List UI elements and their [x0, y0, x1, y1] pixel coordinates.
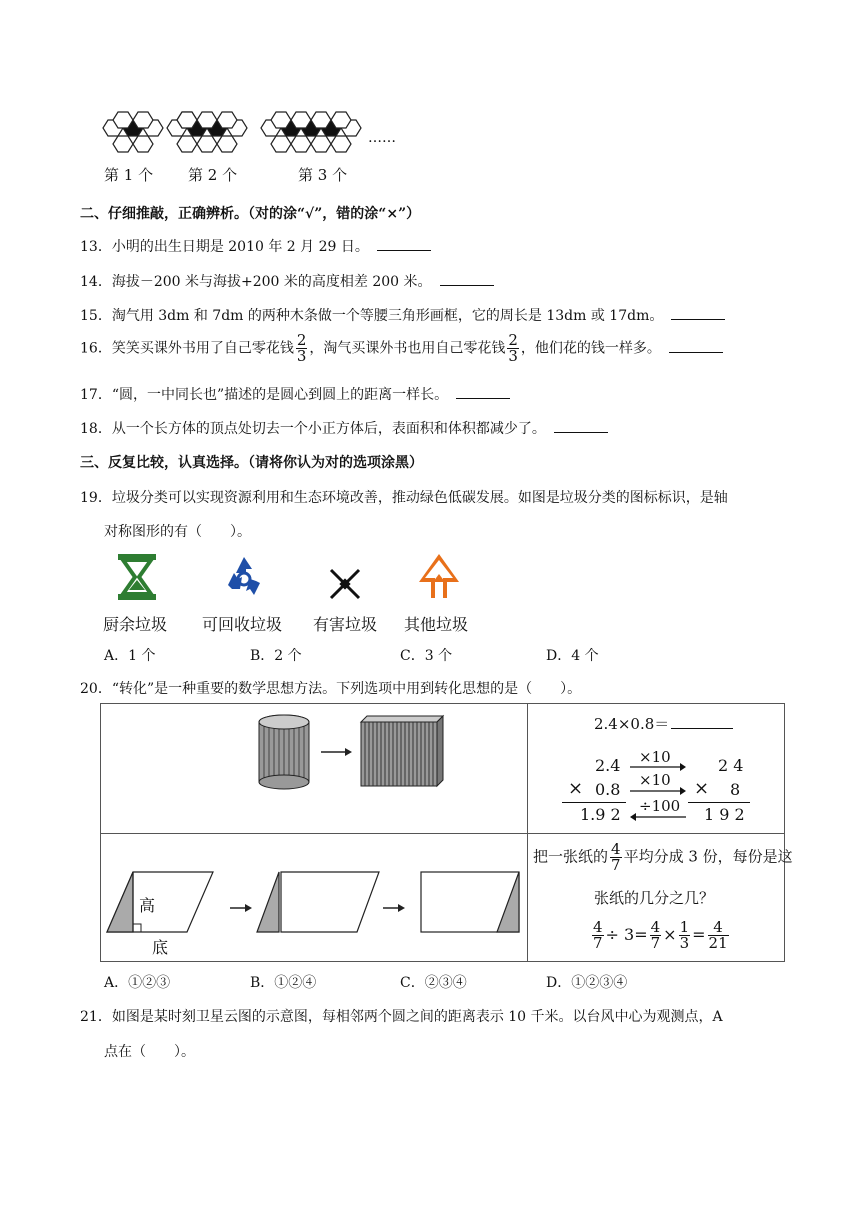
q19-option-b[interactable]: B．2 个 [250, 648, 302, 664]
fraction [650, 920, 662, 951]
question-16-text-a: 16．笑笑买课外书用了自己零花钱 [80, 340, 294, 357]
fraction-numerator: 4 [650, 918, 661, 936]
parallelogram-to-rectangle-figure [105, 870, 525, 940]
bin-label-recycle: 可回收垃圾 [202, 615, 283, 634]
fraction-numerator: 2 [508, 331, 518, 349]
question-14 [80, 271, 494, 291]
paper-question-line2: 张纸的几分之几？ [594, 889, 715, 907]
q19-option-c[interactable]: C．3 个 [400, 648, 453, 664]
q20-option-b[interactable]: B．①②④ [250, 975, 317, 991]
answer-blank-14[interactable] [440, 273, 494, 286]
question-17-text: 17．“圆，一中同长也”描述的是圆心到圆上的距离一样长。 [80, 387, 449, 403]
calc-left-line [562, 802, 626, 803]
calc-title [594, 713, 733, 734]
calc-right-result: 1 9 2 [704, 805, 745, 824]
question-13 [80, 236, 431, 256]
calc-arrow-3-label: ÷100 [639, 797, 681, 815]
section-3-heading: 三、反复比较，认真选择。（请将你认为对的选项涂黑） [80, 455, 423, 471]
fraction-numerator: 4 [708, 920, 729, 936]
q19-option-a[interactable]: A．1 个 [104, 648, 156, 664]
fraction-denominator: 7 [611, 856, 621, 874]
q20-option-d[interactable]: D．①②③④ [546, 975, 628, 991]
right-arrow-icon [630, 786, 686, 796]
calc-left-result: 1.9 2 [580, 805, 621, 824]
fraction-denominator: 7 [593, 934, 603, 952]
question-16-text-c: ，他们花的钱一样多。 [520, 340, 661, 357]
fraction-denominator: 21 [708, 934, 728, 952]
calc-title-text: 2.4×0.8＝ [594, 715, 670, 733]
answer-blank-17[interactable] [456, 386, 510, 399]
calc-left-top: 2.4 [595, 756, 621, 775]
fraction-numerator: 4 [593, 918, 603, 936]
answer-blank-16[interactable] [669, 340, 723, 353]
fraction-two-thirds [507, 333, 519, 364]
calc-right-top: 2 4 [718, 756, 744, 775]
divide-three: ÷ 3= [605, 925, 648, 944]
kitchen-waste-icon [115, 552, 159, 602]
calc-left-mul: × [568, 778, 584, 799]
calc-arrow-2-label: ×10 [639, 771, 671, 789]
question-13-text: 13．小明的出生日期是 2010 年 2 月 29 日。 [80, 239, 369, 255]
answer-blank-15[interactable] [671, 307, 725, 320]
question-16 [80, 333, 723, 364]
fraction-denominator: 3 [679, 934, 690, 952]
question-14-text: 14．海拔－200 米与海拔+200 米的高度相差 200 米。 [80, 274, 432, 290]
question-16-text-b: ，淘气买课外书也用自己零花钱 [309, 340, 506, 357]
calc-arrow-1-label: ×10 [639, 748, 671, 766]
fraction-denominator: 3 [508, 347, 518, 365]
fraction-equation [590, 920, 731, 951]
calc-right-bottom: 8 [730, 780, 741, 799]
bin-label-other: 其他垃圾 [404, 615, 469, 634]
fraction-two-thirds [296, 333, 308, 364]
question-19-line2: 对称图形的有（ ）。 [104, 524, 251, 540]
question-19-line1: 19．垃圾分类可以实现资源利用和生态环境改善，推动绿色低碳发展。如图是垃圾分类的图标标识，是轴 [80, 490, 728, 506]
fraction-numerator: 1 [679, 918, 690, 936]
ellipsis: …… [368, 130, 396, 146]
base-label: 底 [152, 938, 169, 957]
answer-blank-18[interactable] [554, 420, 608, 433]
harmful-waste-icon [327, 566, 363, 602]
recycle-icon [222, 553, 266, 597]
hexagon-pattern-figure [95, 108, 405, 168]
q20-option-c[interactable]: C．②③④ [400, 975, 467, 991]
fraction [592, 920, 604, 951]
paper-question-line1 [533, 842, 793, 873]
calc-right-mul: × [694, 778, 710, 799]
hex-label-3: 第 3 个 [298, 166, 348, 184]
fraction [708, 920, 729, 951]
other-waste-icon [417, 552, 461, 602]
bin-label-kitchen: 厨余垃圾 [103, 615, 168, 634]
question-21-line2: 点在（ ）。 [104, 1044, 195, 1060]
equals-sign: = [692, 925, 706, 944]
height-label: 高 [139, 896, 156, 915]
paper-text-b: 平均分成 3 份，每份是这 [623, 847, 793, 866]
section-2-heading: 二、仔细推敲，正确辨析。（对的涂“√”，错的涂“×”） [80, 206, 421, 222]
left-arrow-icon [630, 812, 686, 822]
q19-option-d[interactable]: D．4 个 [546, 648, 599, 664]
fraction-numerator: 4 [611, 840, 621, 858]
question-18-text: 18．从一个长方体的顶点处切去一个小正方体后，表面积和体积都减少了。 [80, 421, 546, 437]
hex-label-1: 第 1 个 [104, 166, 154, 184]
question-17 [80, 384, 510, 404]
calc-left-bottom: 0.8 [595, 780, 621, 799]
question-15-text: 15．淘气用 3dm 和 7dm 的两种木条做一个等腰三角形画框，它的周长是 13dm 或 17dm。 [80, 308, 664, 324]
hex-label-2: 第 2 个 [188, 166, 238, 184]
fraction [679, 920, 691, 951]
paper-text-a: 把一张纸的 [533, 847, 609, 866]
question-20: 20．“转化”是一种重要的数学思想方法。下列选项中用到转化思想的是（ ）。 [80, 681, 582, 697]
fraction-numerator: 2 [296, 331, 307, 349]
fraction-four-sevenths [610, 842, 622, 873]
fraction-denominator: 7 [650, 934, 661, 952]
bin-label-harmful: 有害垃圾 [313, 615, 378, 634]
cylinder-to-cuboid-figure [255, 712, 455, 792]
answer-blank-13[interactable] [377, 238, 431, 251]
q20-option-a[interactable]: A．①②③ [104, 975, 171, 991]
question-21-line1: 21．如图是某时刻卫星云图的示意图，每相邻两个圆之间的距离表示 10 千米。以台风中心为观测点，A [80, 1009, 723, 1025]
calc-right-line [688, 802, 750, 803]
fraction-denominator: 3 [296, 347, 307, 365]
times-sign: × [663, 925, 677, 944]
question-15 [80, 305, 725, 325]
question-18 [80, 418, 608, 438]
